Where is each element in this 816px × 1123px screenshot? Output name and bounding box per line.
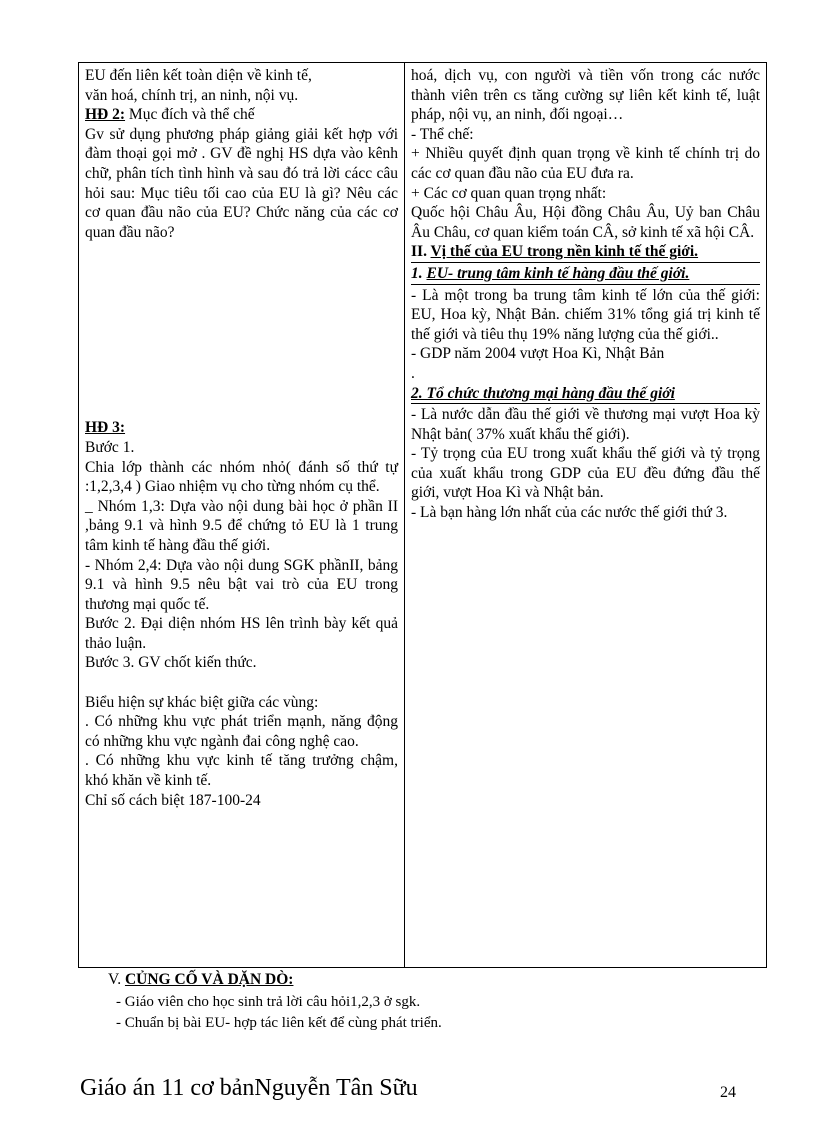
group-1-3-task: _ Nhóm 1,3: Dựa vào nội dung bài học ở phần II ,bảng 9.1 và hình 9.5 để chứng tỏ EU là 1 trung tâm kinh tế hàng đầu thế giới. bbox=[85, 497, 398, 554]
content-column bbox=[405, 63, 766, 967]
hd2-heading bbox=[85, 105, 398, 125]
group-2-4-task: - Nhóm 2,4: Dựa vào nội dung SGK phầnII, bảng 9.1 và hình 9.5 nêu bật vai trò của EU trong thương mại quốc tế. bbox=[85, 556, 398, 613]
footer-text: Giáo án 11 cơ bảnNguyễn Tân Sữu bbox=[80, 1075, 418, 1101]
institution-item-1: + Nhiều quyết định quan trọng về kinh tế chính trị do các cơ quan đầu não của EU đưa ra. bbox=[411, 145, 760, 182]
hd2-title: Mục đích và thể chế bbox=[125, 106, 255, 124]
intro-line-2: văn hoá, chính trị, an ninh, nội vụ. bbox=[85, 86, 299, 104]
subsection-2-heading: 2. Tổ chức thương mại hàng đầu thế giới bbox=[411, 384, 760, 405]
section-5-title: CỦNG CỐ VÀ DẶN DÒ: bbox=[124, 971, 294, 988]
lesson-table bbox=[78, 62, 767, 968]
step-1-body: Chia lớp thành các nhóm nhỏ( đánh số thứ tự :1,2,3,4 ) Giao nhiệm vụ cho từng nhóm cụ thể. bbox=[85, 458, 398, 496]
institution-item-3: Quốc hội Châu Âu, Hội đồng Châu Âu, Uỷ ban Châu Âu Châu, cơ quan kiểm toán CÂ, sở kinh tế xã hội CÂ. bbox=[411, 204, 760, 241]
content-intro: hoá, dịch vụ, con người và tiền vốn trong các nước thành viên trên cs tăng cường sự liên kết kinh tế, luật pháp, nội vụ, an ninh, đối ngoại… bbox=[411, 67, 760, 124]
difference-item-2: . Có những khu vực kinh tế tăng trưởng chậm, khó khăn về kinh tế. bbox=[85, 752, 398, 790]
spacer bbox=[85, 242, 398, 418]
subsection-2-item-2: - Tỷ trọng của EU trong xuất khẩu thế giới và tỷ trọng của xuất khẩu trong GDP của EU đều đứng đầu thế giới, vượt Hoa Kì và Nhật bản. bbox=[411, 445, 760, 502]
subsection-2-item-1: - Là nước dẫn đầu thế giới về thương mại vượt Hoa kỳ Nhật bản( 37% xuất khẩu thế giới). bbox=[411, 406, 760, 443]
gdp-line: - GDP năm 2004 vượt Hoa Kì, Nhật Bản bbox=[411, 345, 665, 363]
hd3-label: HĐ 3: bbox=[85, 419, 126, 437]
section-2-heading bbox=[411, 242, 760, 263]
difference-title: Biểu hiện sự khác biệt giữa các vùng: bbox=[85, 693, 319, 711]
section-5-list bbox=[116, 992, 442, 1034]
subsection-1-heading bbox=[411, 264, 760, 285]
section-5-prefix: V. bbox=[108, 971, 125, 988]
subsection-1-title: EU- trung tâm kinh tế hàng đầu thế giới. bbox=[426, 264, 690, 282]
step-3: Bước 3. GV chốt kiến thức. bbox=[85, 654, 257, 672]
dot-line: . bbox=[411, 364, 415, 382]
subsection-2-item-3: - Là bạn hàng lớn nhất của các nước thế giới thứ 3. bbox=[411, 504, 728, 522]
activity-column bbox=[79, 63, 405, 967]
difference-item-1: . Có những khu vực phát triển mạnh, năng động có những khu vực ngành đai công nghệ cao. bbox=[85, 713, 398, 750]
section-5-heading bbox=[108, 970, 293, 990]
difference-index: Chỉ số cách biệt 187-100-24 bbox=[85, 791, 261, 809]
section-5-item-2: - Chuẩn bị bài EU- hợp tác liên kết để cùng phát triển. bbox=[116, 1015, 442, 1031]
section-2-prefix: II. bbox=[411, 243, 431, 261]
spacer bbox=[85, 673, 398, 693]
subsection-1-prefix: 1. bbox=[411, 264, 427, 282]
step-2: Bước 2. Đại diện nhóm HS lên trình bày kết quả thảo luận. bbox=[85, 615, 398, 652]
subsection-1-body: - Là một trong ba trung tâm kinh tế lớn của thế giới: EU, Hoa kỳ, Nhật Bản. chiếm 31% tổng giá trị kinh tế thế giới và tiêu thụ 19% năng lượng của thế giới.. bbox=[411, 286, 760, 343]
section-2-title: Vị thế của EU trong nền kinh tế thế giới. bbox=[430, 243, 699, 261]
hd2-label: HĐ 2: bbox=[85, 106, 126, 124]
section-5-item-1: - Giáo viên cho học sinh trả lời câu hỏi1,2,3 ở sgk. bbox=[116, 994, 421, 1010]
intro-line-1: EU đến liên kết toàn diện về kinh tế, bbox=[85, 67, 312, 84]
institution-heading: - Thể chế: bbox=[411, 125, 474, 143]
step-1: Bước 1. bbox=[85, 438, 135, 456]
institution-item-2: + Các cơ quan quan trọng nhất: bbox=[411, 184, 607, 202]
hd2-body: Gv sử dụng phương pháp giảng giải kết hợp với đàm thoại gọi mở . GV đề nghị HS dựa vào kênh chữ, phân tích tình hình và sau đó trả lời cácc câu hỏi sau: Mục tiêu tối cao của EU là gì? Nêu các cơ quan đầu não của EU? Chức năng của các cơ quan đầu não? bbox=[85, 125, 398, 241]
page-number: 24 bbox=[720, 1084, 736, 1101]
